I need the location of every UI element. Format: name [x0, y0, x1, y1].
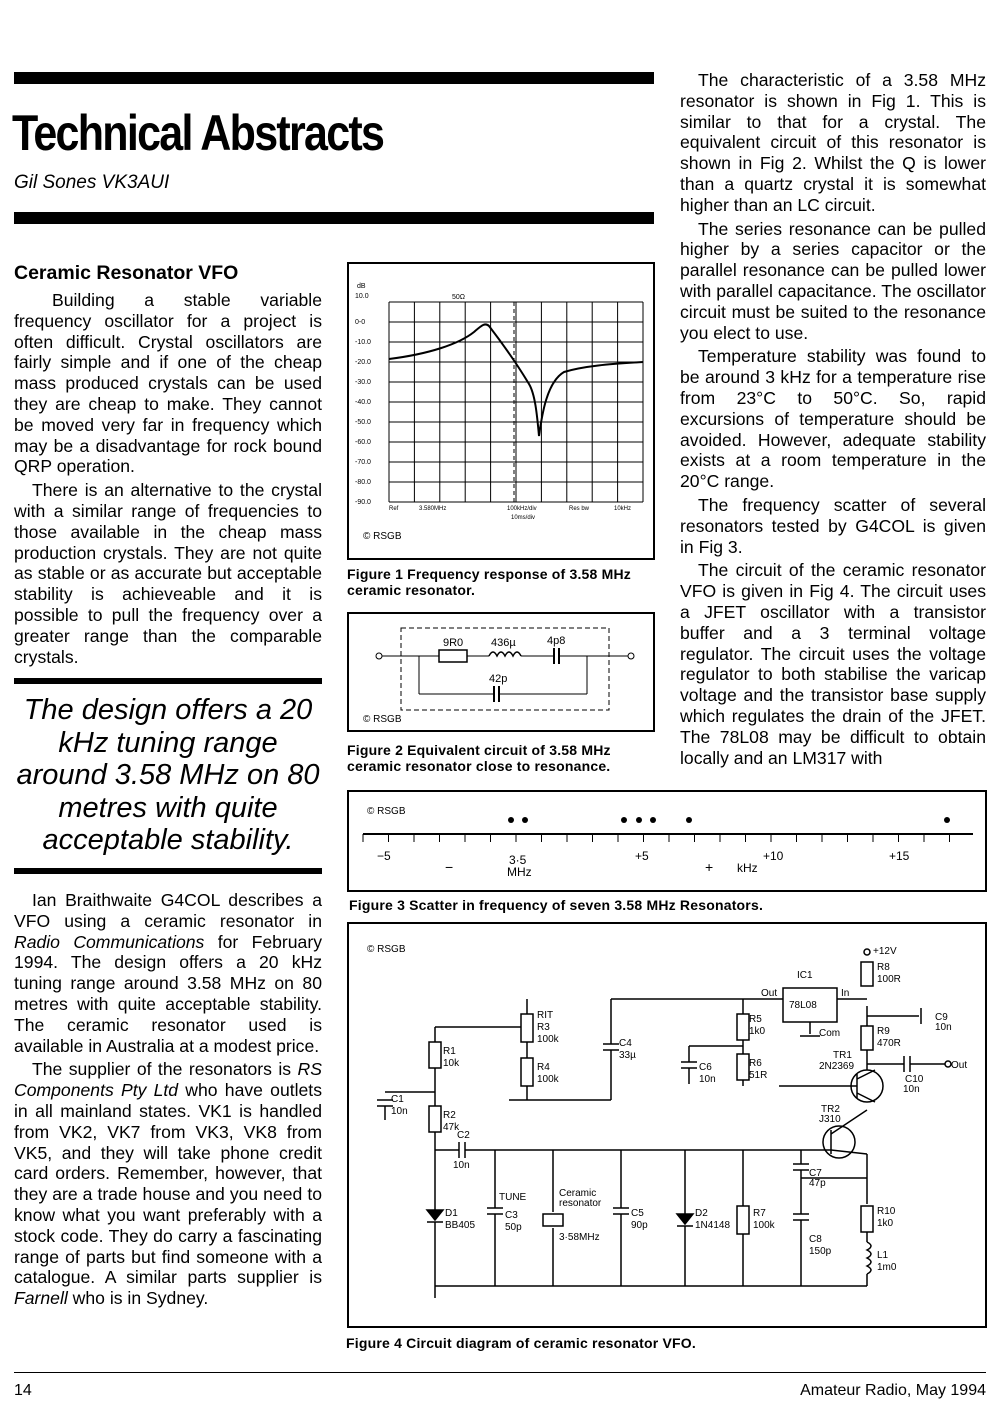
fig4-label-com: Com — [819, 1028, 841, 1039]
fig1-caption: Figure 1 Frequency response of 3.58 MHz ceramic resonator. — [347, 566, 631, 598]
fig4-label-c10v: 10n — [903, 1084, 920, 1095]
fig4-label-r10: R10 — [877, 1206, 896, 1217]
left-column-bottom — [14, 890, 322, 1312]
fig4-label-c5v: 90p — [631, 1220, 648, 1231]
right-para-5: The circuit of the ceramic resonator VFO is given in Fig 4. The circuit uses a JFET oscillator with a transistor buffer and a 3 terminal voltage regulator. The circuit uses the voltage regulator to both stabilise the varicap voltage and the transistor base supply which regulates the drain of the JFET. The 78L08 may be difficult to obtain locally and an LM317 with — [680, 560, 986, 768]
fig3-khz: kHz — [737, 861, 758, 875]
left-para-4 — [14, 1059, 322, 1309]
fig1-ylabel: -20.0 — [355, 359, 371, 366]
fig3-scatter — [349, 792, 985, 890]
fig4-label-resf: 3·58MHz — [559, 1232, 600, 1243]
fig1-top-label: 10.0 — [355, 293, 369, 300]
p3-pub: Radio Communications — [14, 931, 205, 952]
fig4-label-c9: C9 — [935, 1012, 948, 1023]
fig4-label-c7v: 47p — [809, 1178, 826, 1189]
fig2-c: 4p8 — [547, 635, 566, 647]
p4-b: who have outlets in all mainland states. VK1 is handled from VK2, VK7 from VK3, VK8 from VK5, and they will take phone credit card orders. Remember, however, that they are a trade house and you need to know what you want preferably with a stock code. They do carry a fascinating range of parts but find someone with a catalogue. A similar parts supplier is — [14, 1080, 322, 1288]
fig4-copyright: © RSGB — [367, 944, 406, 955]
fig4-label-c7: C7 — [809, 1168, 822, 1179]
fig3-tick-center: 3·5 — [509, 853, 527, 867]
p4-a: The supplier of the resonators is — [32, 1059, 298, 1080]
fig2-copyright: © RSGB — [363, 714, 402, 725]
fig4-label-tr2: TR2 — [821, 1104, 840, 1115]
fig1-ylabel: -30.0 — [355, 379, 371, 386]
fig3-point — [621, 817, 627, 823]
fig4-label-l1v: 1m0 — [877, 1262, 897, 1273]
fig4-label-c2v: 10n — [453, 1160, 470, 1171]
fig4-label-c1v: 10n — [391, 1106, 408, 1117]
fig4-label-v12: +12V — [873, 946, 897, 957]
fig4-label-r5: R5 — [749, 1014, 762, 1025]
fig3-point — [944, 817, 950, 823]
fig4-label-c2: C2 — [457, 1130, 470, 1141]
fig4-label-r1: R1 — [443, 1046, 456, 1057]
fig4-label-r10v: 1k0 — [877, 1218, 894, 1229]
fig1-plot — [349, 264, 653, 558]
fig4-label-r4v: 100k — [537, 1074, 559, 1085]
fig1-time: 10ms/div — [511, 515, 536, 521]
fig1-res: Res bw — [569, 506, 590, 512]
article-heading: Ceramic Resonator VFO — [14, 262, 239, 284]
journal-name: Amateur Radio, May 1994 — [800, 1382, 986, 1399]
fig2-caption: Figure 2 Equivalent circuit of 3.58 MHz ceramic resonator close to resonance. — [347, 742, 611, 774]
right-para-3: Temperature stability was found to be around 3 kHz for a temperature rise from 23°C to 50°C. So, rapid excursions of temperature should be avoided. However, adequate stability exists at a room temperature in the 20°C range. — [680, 346, 986, 492]
fig4-label-d1: D1 — [445, 1208, 458, 1219]
fig4-label-r2: R2 — [443, 1110, 456, 1121]
fig1-div: 100kHz/div — [507, 506, 537, 512]
p3-a: Ian Braithwaite G4COL describes a VFO using a ceramic resonator in — [14, 890, 322, 931]
pull-quote: The design offers a 20 kHz tuning range around 3.58 MHz on 80 metres with quite acceptable stability. — [16, 694, 320, 856]
figure-4 — [347, 922, 987, 1328]
fig2-r: 9R0 — [443, 637, 464, 649]
fig3-plus: + — [705, 859, 714, 875]
fig4-label-d2v: 1N4148 — [695, 1220, 731, 1231]
right-para-2: The series resonance can be pulled higher by a series capacitor or the parallel resonance can be pulled lower with parallel capacitance. The oscillator circuit must be suited to the resonance you elect to use. — [680, 218, 986, 343]
fig4-label-tr2v: J310 — [819, 1114, 841, 1125]
fig3-tick-p10: +10 — [763, 849, 784, 863]
fig1-ref: Ref — [389, 506, 399, 512]
fig4-label-c8: C8 — [809, 1234, 822, 1245]
fig4-label-cer: Ceramic — [559, 1188, 597, 1199]
header-rule-bottom — [14, 212, 654, 224]
fig4-label-r2v: 47k — [443, 1122, 460, 1133]
p4-c: who is in Sydney. — [67, 1288, 209, 1309]
fig3-point — [508, 817, 514, 823]
fig4-label-c5: C5 — [631, 1208, 644, 1219]
fig4-label-r8: R8 — [877, 962, 890, 973]
p3-b: for February 1994. The design offers a 20 kHz tuning range around 3.58 MHz on 80 metres with quite acceptable stability. The ceramic resonator used is available in Australia at a modest price. — [14, 931, 322, 1056]
fig1-unit: dB — [357, 283, 366, 290]
fig3-mhz: MHz — [507, 865, 532, 879]
fig1-ylabel: -80.0 — [355, 479, 371, 486]
page-title: Technical Abstracts — [12, 105, 384, 161]
fig4-label-c10: C10 — [905, 1074, 924, 1085]
fig3-tick-p5: +5 — [635, 849, 649, 863]
fig3-minus: − — [445, 859, 454, 875]
fig3-tick-p15: +15 — [889, 849, 910, 863]
fig1-freq: 3.580MHz — [419, 506, 447, 512]
fig4-label-d2: D2 — [695, 1208, 708, 1219]
fig4-label-c6: C6 — [699, 1062, 712, 1073]
fig4-label-r7: R7 — [753, 1208, 766, 1219]
fig4-label-r3v: 100k — [537, 1034, 559, 1045]
fig3-tick-m5: −5 — [377, 849, 391, 863]
fig4-label-ic1: IC1 — [797, 970, 813, 981]
quote-rule-top — [14, 678, 322, 684]
fig4-label-reg: 78L08 — [789, 1000, 817, 1011]
fig4-label-r7v: 100k — [753, 1220, 775, 1231]
fig4-label-tune: TUNE — [499, 1192, 527, 1203]
fig4-label-r3: R3 — [537, 1022, 550, 1033]
fig1-ylabel: -50.0 — [355, 419, 371, 426]
figure-2 — [347, 612, 655, 732]
fig4-label-c9v: 10n — [935, 1022, 952, 1033]
left-para-2: There is an alternative to the crystal with a similar range of frequencies to those available in the cheap mass production crystals. They are not quite as stable or as accurate but acceptable stability is achieveable and it is possible to pull the frequency over a greater range than the comparable crystals. — [14, 480, 322, 667]
fig4-label-tr1: TR1 — [833, 1050, 852, 1061]
fig3-point — [636, 817, 642, 823]
quote-rule-bottom — [14, 868, 322, 874]
footer-rule — [14, 1372, 986, 1373]
fig4-caption: Figure 4 Circuit diagram of ceramic resonator VFO. — [346, 1335, 696, 1351]
fig4-label-c4v: 33µ — [619, 1050, 636, 1061]
figure-1 — [347, 262, 655, 560]
fig1-ylabel: -70.0 — [355, 459, 371, 466]
fig4-label-out: Out — [761, 988, 778, 999]
right-para-1: The characteristic of a 3.58 MHz resonator is shown in Fig 1. This is similar to that for a crystal. The equivalent circuit of this resonator is shown in Fig 2. Whilst the Q is lower than a quartz crystal it is somewhat higher than an LC circuit. — [680, 70, 986, 215]
fig3-point — [650, 817, 656, 823]
p4-supplier: RS Components Pty Ltd — [14, 1059, 322, 1101]
fig3-point — [522, 817, 528, 823]
fig4-label-c4: C4 — [619, 1038, 632, 1049]
fig4-label-c3v: 50p — [505, 1222, 522, 1233]
fig1-ylabel: -60.0 — [355, 439, 371, 446]
left-para-3 — [14, 890, 322, 1056]
fig4-label-r6: R6 — [749, 1058, 762, 1069]
fig4-label-c6v: 10n — [699, 1074, 716, 1085]
fig4-label-r9: R9 — [877, 1026, 890, 1037]
fig1-ylabel: 0-0 — [355, 319, 366, 326]
right-para-4: The frequency scatter of several resonators tested by G4COL is given in Fig 3. — [680, 494, 986, 557]
left-column-top — [14, 290, 322, 670]
fig4-label-outp: Out — [951, 1060, 968, 1071]
fig1-copyright: © RSGB — [363, 531, 402, 542]
author-line: Gil Sones VK3AUI — [14, 172, 170, 193]
fig3-caption: Figure 3 Scatter in frequency of seven 3.58 MHz Resonators. — [349, 897, 764, 913]
fig1-ylabel: -90.0 — [355, 499, 371, 506]
fig1-ylabel: -10.0 — [355, 339, 371, 346]
fig4-label-r4: R4 — [537, 1062, 550, 1073]
right-column — [680, 70, 986, 771]
fig4-label-res: resonator — [559, 1198, 602, 1209]
page-number: 14 — [14, 1382, 32, 1399]
fig4-label-r9v: 470R — [877, 1038, 901, 1049]
fig2-circuit — [349, 614, 653, 730]
fig4-label-r8v: 100R — [877, 974, 901, 985]
fig4-label-c1: C1 — [391, 1094, 404, 1105]
fig2-l: 436µ — [491, 637, 516, 649]
fig4-label-rit: RIT — [537, 1010, 554, 1021]
fig4-label-c8v: 150p — [809, 1246, 832, 1257]
figure-3 — [347, 790, 987, 892]
fig4-circuit — [349, 924, 985, 1326]
fig1-bw: 10kHz — [614, 506, 632, 512]
fig4-label-r5v: 1k0 — [749, 1026, 766, 1037]
fig4-label-d1v: BB405 — [445, 1220, 476, 1231]
fig4-label-in: In — [841, 988, 850, 999]
fig1-ylabel: -40.0 — [355, 399, 371, 406]
fig4-label-c3: C3 — [505, 1210, 518, 1221]
fig1-ohm: 50Ω — [452, 294, 466, 301]
p4-supplier2: Farnell — [14, 1288, 68, 1309]
fig2-cp: 42p — [489, 673, 508, 685]
fig4-label-r1v: 10k — [443, 1058, 460, 1069]
fig4-label-l1: L1 — [877, 1250, 889, 1261]
header-rule-top — [14, 72, 654, 84]
fig3-copyright: © RSGB — [367, 806, 406, 817]
fig4-label-r6v: 51R — [749, 1070, 768, 1081]
left-para-1: Building a stable variable frequency oscillator for a project is often difficult. Crystal oscillators are fairly simple and if one of the cheap mass produced crystals can be used they are cheap to make. They cannot be moved very far in frequency which may be a disadvantage for rock bound QRP operation. — [14, 290, 322, 477]
fig4-label-tr1v: 2N2369 — [819, 1061, 855, 1072]
fig3-point — [686, 817, 692, 823]
